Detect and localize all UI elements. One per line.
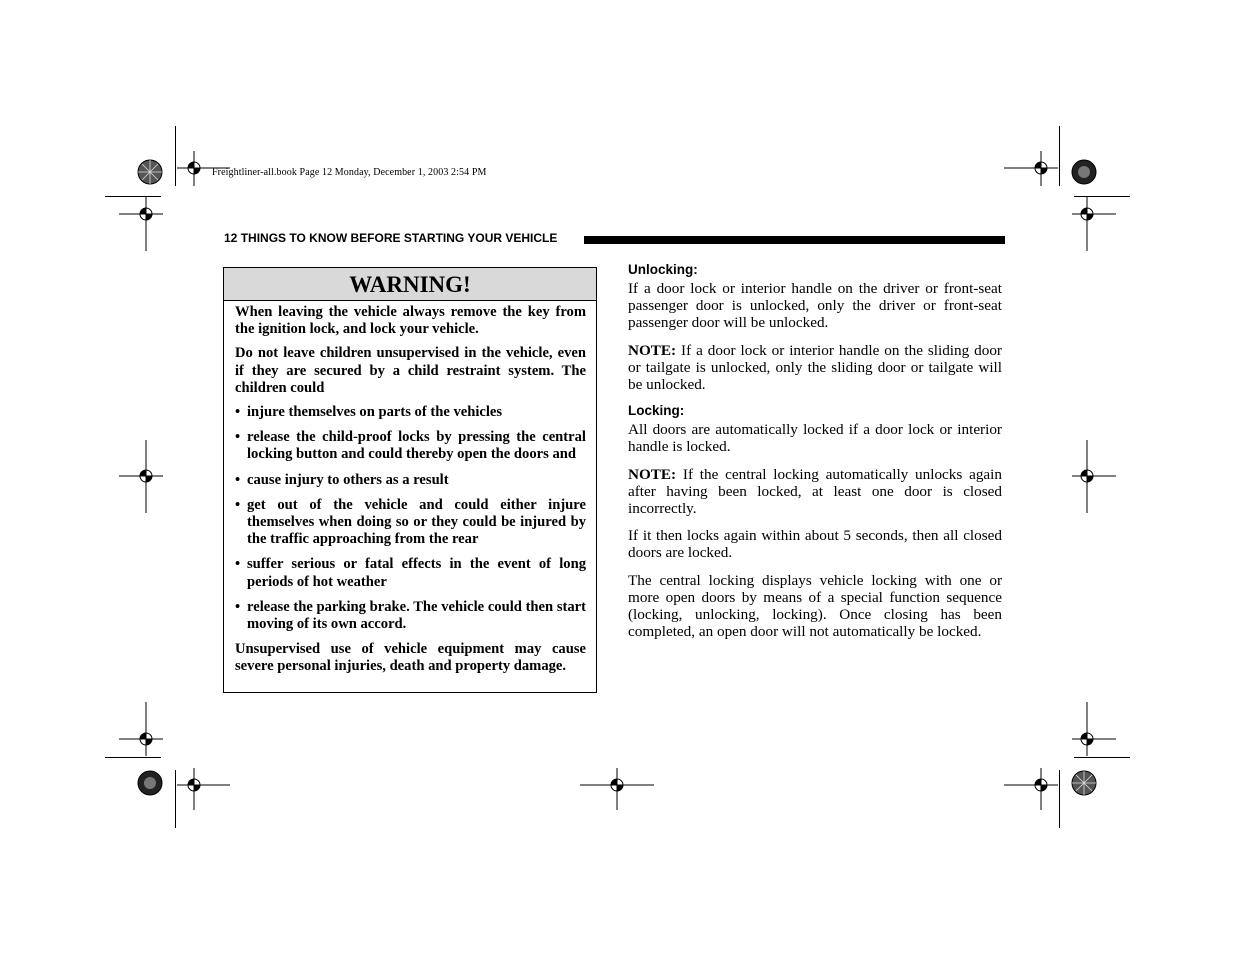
unlocking-text: If a door lock or interior handle on the driver or front-seat passenger door is unlocked, only the driver or front-seat passenger door will be unlocked.: [628, 280, 1002, 332]
note-text: If a door lock or interior handle on the sliding door or tailgate is unlocked, only the sliding door or tailgate will be unlocked.: [628, 341, 1002, 394]
warning-bullet: • cause injury to others as a result: [235, 471, 449, 488]
warning-bullet-text: release the child-proof locks by pressing the central locking button and could thereby open the doors and: [247, 429, 586, 463]
warning-bullet: • release the child-proof locks by pressing the central locking button and could thereby open the doors and: [235, 429, 586, 463]
note-label: NOTE:: [628, 341, 677, 359]
warning-bullet: • get out of the vehicle and could either injure themselves when doing so or they could be injured by the traffic approaching from the rear: [235, 496, 586, 548]
page-number: 12: [224, 231, 238, 245]
warning-box: [223, 267, 597, 693]
note-text: If the central locking automatically unlocks again after having been locked, at least one door is closed incorrectly.: [628, 465, 1002, 518]
warning-paragraph: Do not leave children unsupervised in the vehicle, even if they are secured by a child restraint system. The children could: [235, 345, 586, 396]
warning-paragraph: When leaving the vehicle always remove the key from the ignition lock, and lock your vehicle.: [235, 304, 586, 338]
locking-paragraph: The central locking displays vehicle locking with one or more open doors by means of a special function sequence (locking, unlocking, locking). Once closing has been completed, an open door will not automatically be locked.: [628, 571, 1002, 641]
section-title: THINGS TO KNOW BEFORE STARTING YOUR VEHICLE: [240, 231, 558, 245]
warning-bullet-text: release the parking brake. The vehicle could then start moving of its own accord.: [247, 598, 586, 633]
warning-bullet-text: injure themselves on parts of the vehicles: [247, 404, 503, 421]
warning-bullet: • injure themselves on parts of the vehicles: [235, 404, 503, 421]
right-column: [628, 262, 1002, 650]
unlocking-note: [628, 342, 1002, 394]
running-head: [224, 231, 557, 245]
warning-closing: Unsupervised use of vehicle equipment may cause severe personal injuries, death and property damage.: [235, 641, 586, 675]
warning-bullet-text: suffer serious or fatal effects in the event of long periods of hot weather: [247, 556, 586, 590]
warning-bullet-list: [235, 404, 586, 633]
warning-bullet: • suffer serious or fatal effects in the event of long periods of hot weather: [235, 556, 586, 590]
header-rule: [584, 236, 1005, 244]
locking-heading: Locking:: [628, 403, 685, 419]
warning-bullet: • release the parking brake. The vehicle could then start moving of its own accord.: [235, 598, 586, 633]
warning-bullet-text: get out of the vehicle and could either injure themselves when doing so or they could be injured by the traffic approaching from the rear: [247, 496, 586, 548]
unlocking-heading: Unlocking:: [628, 262, 698, 277]
warning-body: [224, 301, 596, 676]
note-label: NOTE:: [628, 465, 677, 483]
locking-note: [628, 466, 1002, 518]
print-job-header: Freightliner-all.book Page 12 Monday, December 1, 2003 2:54 PM: [212, 167, 487, 178]
warning-title: WARNING!: [224, 268, 596, 301]
locking-text: All doors are automatically locked if a door lock or interior handle is locked.: [628, 421, 1002, 456]
warning-bullet-text: cause injury to others as a result: [247, 471, 449, 488]
locking-paragraph: If it then locks again within about 5 seconds, then all closed doors are locked.: [628, 527, 1002, 562]
